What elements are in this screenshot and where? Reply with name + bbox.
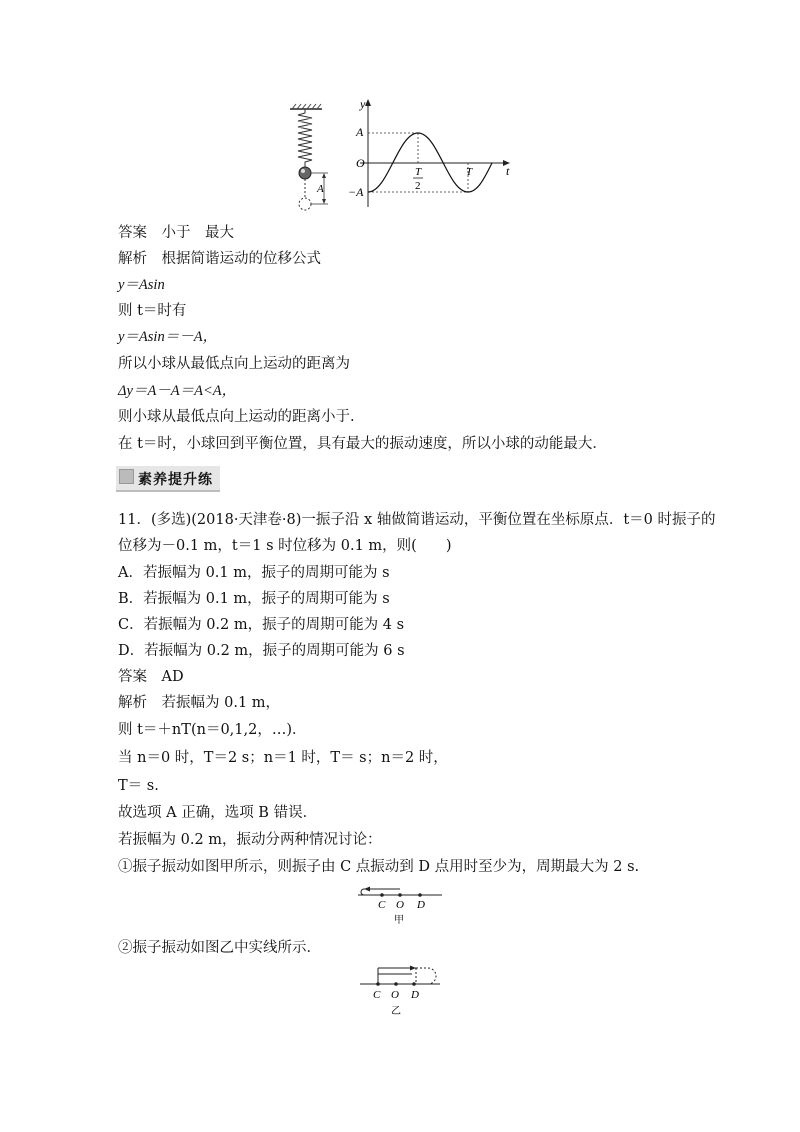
figure-yi [356,962,456,1022]
graph-y-label: y [360,97,366,111]
graph-tick-T-half-num: T [415,166,422,178]
answer-line-1: 答案 小于 最大 [118,225,234,241]
text-line-less-than: 则小球从最低点向上运动的距离小于. [118,409,355,425]
text-line-equilibrium: 在 t＝时，小球回到平衡位置，具有最大的振动速度，所以小球的动能最大． [118,436,607,452]
fig-yi-O: O [391,989,399,1001]
graph-tick-negA: −A [348,185,364,199]
question-11-line-2: 位移为－0.1 m，t＝1 s 时位移为 0.1 m，则( ) [118,538,452,554]
option-b: B．若振幅为 0.1 m，振子的周期可能为 s [118,591,390,607]
fig-yi-D: D [411,989,419,1001]
section-banner [116,466,220,492]
explanation-line-2: 解析 若振幅为 0.1 m， [118,695,281,711]
explanation-line-4: 当 n＝0 时，T＝2 s；n＝1 时，T＝ s；n＝2 时， [118,750,448,766]
graph-tick-T: T [466,166,473,178]
option-c: C．若振幅为 0.2 m，振子的周期可能为 4 s [118,617,405,633]
figure-jia [350,883,450,928]
formula-line-3: Δy＝A－A＝A<A， [118,383,237,399]
formula-line-2: y＝Asin＝－A， [118,329,218,345]
spring-amplitude-label: A [317,183,324,195]
fig-jia-C: C [378,899,386,911]
fig-yi-caption: 乙 [391,1006,401,1017]
text-line-distance: 所以小球从最低点向上运动的距离为 [118,356,350,372]
fig-yi-C: C [373,989,381,1001]
explanation-line-1: 解析 根据简谐运动的位移公式 [118,251,321,267]
fig-jia-caption: 甲 [394,915,404,926]
explanation-line-3: 则 t＝＋nT(n＝0,1,2，…)． [118,722,307,738]
option-a: A．若振幅为 0.1 m，振子的周期可能为 s [118,565,390,581]
graph-tick-O: O [356,156,365,170]
explanation-line-9: ②振子振动如图乙中实线所示． [118,940,321,956]
spring-oscillator-figure [280,95,520,215]
text-line-then: 则 t＝时有 [118,303,187,319]
graph-tick-T-half-den: 2 [415,180,421,192]
explanation-line-6: 故选项 A 正确，选项 B 错误． [118,805,318,821]
fig-jia-O: O [396,899,404,911]
question-11-line-1: 11．(多选)(2018·天津卷·8)一振子沿 x 轴做简谐运动，平衡位置在坐标原点．t＝0 时振子的 [118,512,716,528]
graph-tick-A: A [356,125,364,139]
option-d: D．若振幅为 0.2 m，振子的周期可能为 6 s [118,643,405,659]
explanation-line-7: 若振幅为 0.2 m，振动分两种情况讨论： [118,832,382,848]
fig-jia-D: D [417,899,425,911]
explanation-line-8: ①振子振动如图甲所示，则振子由 C 点振动到 D 点用时至少为，周期最大为 2 s. [118,859,640,875]
answer-line-2: 答案 AD [118,669,184,685]
checkbox-icon [119,469,134,484]
formula-line-1: y＝Asin [118,277,165,293]
explanation-line-5: T＝ s. [118,778,159,794]
section-banner-label: 素养提升练 [138,472,213,488]
graph-t-label: t [506,164,510,178]
